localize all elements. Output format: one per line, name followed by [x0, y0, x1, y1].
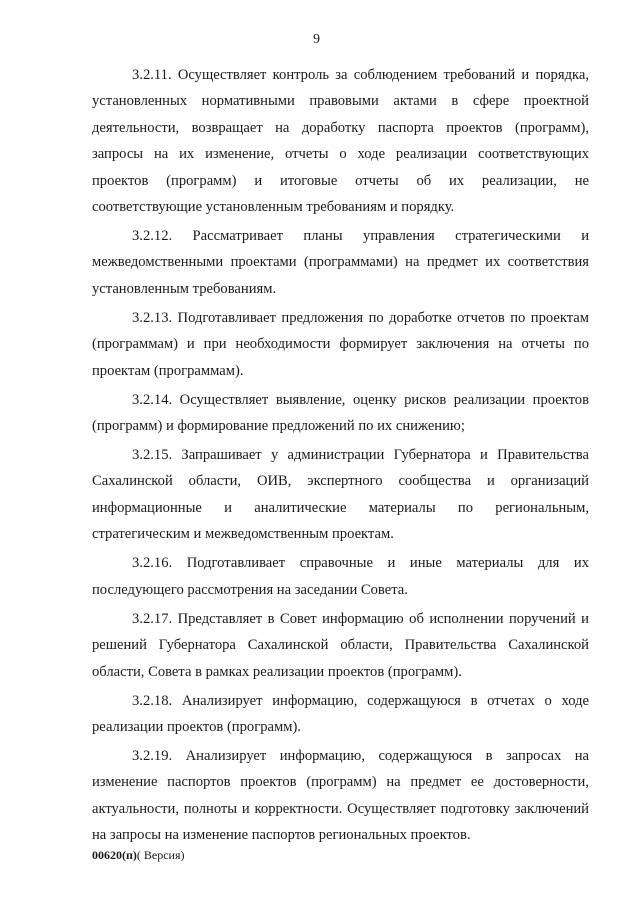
paragraph-3-2-11: 3.2.11. Осуществляет контроль за соблюдением требований и порядка, установленных нормативными правовыми актами в сфере проектной деятельности, возвращает на доработку паспорта проектов (программ), запросы на их изменение, отчеты о ходе реализации соответствующих проектов (программ) и итоговые отчеты об их реализации, не соответствующие установленным требованиям и порядку.	[92, 67, 589, 216]
paragraph-3-2-13: 3.2.13. Подготавливает предложения по доработке отчетов по проектам (программам) и при необходимости формирует заключения на отчеты по проектам (программам).	[92, 309, 589, 379]
footer-version	[92, 848, 185, 863]
version-label: ( Версия)	[136, 848, 185, 862]
page-number: 9	[313, 32, 320, 47]
paragraph-3-2-15: 3.2.15. Запрашивает у администрации Губернатора и Правительства Сахалинской области, ОИВ, экспертного сообщества и организаций информационные и аналитические материалы по региональным, стратегическим и межведомственным проектам.	[92, 447, 589, 543]
paragraph-3-2-16: 3.2.16. Подготавливает справочные и иные материалы для их последующего рассмотрения на заседании Совета.	[92, 555, 589, 598]
paragraph-3-2-18: 3.2.18. Анализирует информацию, содержащуюся в отчетах о ходе реализации проектов (программ).	[92, 692, 589, 735]
document-code: 00620(п)	[92, 848, 137, 862]
paragraph-3-2-17: 3.2.17. Представляет в Совет информацию об исполнении поручений и решений Губернатора Сахалинской области, Правительства Сахалинской области, Совета в рамках реализации проектов (программ).	[92, 610, 589, 680]
paragraph-3-2-19: 3.2.19. Анализирует информацию, содержащуюся в запросах на изменение паспортов проектов (программ) на предмет ее достоверности, актуальности, полноты и корректности. Осуществляет подготовку заключений на запросы на изменение паспортов региональных проектов.	[92, 747, 589, 844]
paragraph-3-2-14: 3.2.14. Осуществляет выявление, оценку рисков реализации проектов (программ) и формирование предложений по их снижению;	[92, 391, 589, 435]
document-body	[92, 62, 589, 851]
paragraph-3-2-12: 3.2.12. Рассматривает планы управления стратегическими и межведомственными проектами (программами) на предмет их соответствия установленным требованиям.	[92, 228, 589, 297]
